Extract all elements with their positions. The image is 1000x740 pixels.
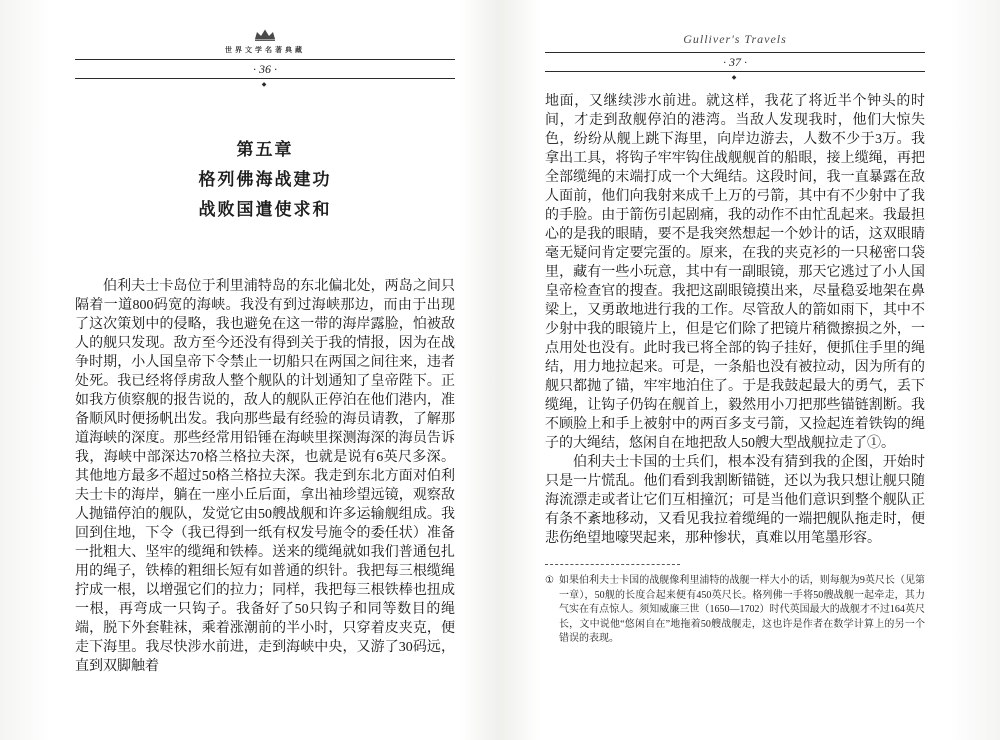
header-rule-bottom [75,78,455,79]
page-number: · 37 · [723,55,747,69]
footnote-marker: ① [545,575,554,586]
right-page-header [545,32,925,82]
right-body-text [545,92,925,548]
diamond-ornament-icon: ◆ [261,82,269,88]
chapter-title [75,135,455,225]
paragraph: 伯利夫士卡岛位于利里浦特岛的东北偏北处，两岛之间只隔着一道800码宽的海峡。我没有到过海峡那边，而由于出现了这次策划中的侵略，我也避免在这一带的海岸露脸，怕被敌人的舰只发现。敌方至今还没有得到关于我的情报，因为在战争时期，小人国皇帝下令禁止一切船只在两国之间往来，违者处死。我已经将俘虏敌人整个舰队的计划通知了皇帝陛下。正如我方侦察舰的报告说的，敌人的舰队正停泊在他们港内，准备顺风时便扬帆出发。我向那些最有经验的海员请教，了解那道海峡的深度。那些经常用铅锤在海峡里探测海深的海员告诉我，海峡中部深达70格兰格拉夫深，也就是说有6英尺多深。其他地方最多不超过50格兰格拉夫深。我走到东北方面对伯利夫士卡的海岸，躺在一座小丘后面，拿出袖珍望远镜，观察敌人抛锚停泊的舰队，发觉它由50艘战舰和许多运输舰组成。我回到住地，下令（我已得到一纸有权发号施令的委任状）准备一批粗大、坚牢的缆绳和铁棒。送来的缆绳就如我们普通包扎用的绳子，铁棒的粗细长短有如普通的织针。我把每三根缆绳拧成一根，以增强它们的拉力；同样，我把每三根铁棒也扭成一根，再弯成一只钩子。我备好了50只钩子和同等数目的绳端，脱下外套鞋袜，乘着涨潮前的半小时，只穿着皮夹克，便走下海里。我尽快涉水前进，走到海峡中央，又游了30码远，直到双脚触着 [75,279,455,674]
left-page-header [75,28,455,89]
footnote-divider [545,564,680,565]
chapter-title-line: 第五章 [236,140,294,159]
header-rule-bottom [545,71,925,72]
series-title: 世界文学名著典藏 [225,46,305,54]
header-rule-top [545,52,925,53]
paragraph: 地面，又继续涉水前进。就这样，我花了将近半个钟头的时间，才走到敌舰停泊的港湾。当敌人发现我时，他们大惊失色，纷纷从舰上跳下海里，向岸边游去，人数不少于3万。我拿出工具，将钩子牢牢钩住战舰舰首的船眼，接上缆绳，再把全部缆绳的末端打成一个大绳结。这段时间，我一直暴露在敌人面前，他们向我射来成千上万的弓箭，其中有不少射中了我的手脸。由于箭伤引起剧痛，我的动作不由忙乱起来。我最担心的是我的眼睛，要不是我突然想起一个妙计的话，这双眼睛毫无疑问肯定要完蛋的。原来，在我的夹克衫的一只秘密口袋里，藏有一些小玩意，其中有一副眼镜，那天它逃过了小人国皇帝检查官的搜查。我把这副眼镜摸出来，尽量稳妥地架在鼻梁上，又勇敢地进行我的工作。尽管敌人的箭如雨下，其中不少射中我的眼镜片上，但是它们除了把镜片稍微擦损之外，一点用处也没有。此时我已将全部的钩子挂好，便抓住手里的绳结，用力地拉起来。可是，一条船也没有被拉动，因为所有的舰只都抛了锚，牢牢地泊住了。于是我鼓起最大的勇气，丢下缆绳，让钩子仍钩在舰首上，毅然用小刀把那些锚链割断。我不顾脸上和手上被射中的两百多支弓箭，又捡起连着铁钩的绳子的大绳结，悠闲自在地把敌人50艘大型战舰拉走了①。 [545,94,925,451]
left-body-text [75,277,455,676]
chapter-title-line: 格列佛海战建功 [198,170,332,189]
english-book-title: Gulliver's Travels [683,32,787,46]
page-number: · 36 · [253,62,277,76]
chapter-title-line: 战败国遣使求和 [198,200,332,219]
footnote-text: 如果伯利夫士卡国的战舰像利里浦特的战舰一样大小的话，则每舰为9英尺长（见第一章），50舰的长度合起来便有450英尺长。格列佛一手将50艘战舰一起牵走，其力气实在有点惊人。须知威廉三世（1650—1702）时代英国最大的战舰才不过164英尺长，文中说他“悠闲自在”地拖着50艘战舰走，这也许是作者在数学计算上的另一个错误的表现。 [558,575,925,644]
paragraph: 伯利夫士卡国的士兵们，根本没有猜到我的企图，开始时只是一片慌乱。他们看到我割断锚链，还以为我只想让舰只随海流漂走或者让它们互相撞沉；可是当他们意识到整个舰队正有条不紊地移动，又看见我拉着缆绳的一端把舰队拖走时，便悲伤绝望地嚎哭起来，那种惨状，真难以用笔墨形容。 [545,455,925,546]
right-page [500,0,1000,740]
footnote [545,574,925,647]
series-ornament-icon [75,28,455,44]
diamond-ornament-icon: ◆ [731,75,739,81]
header-rule-top [75,59,455,60]
